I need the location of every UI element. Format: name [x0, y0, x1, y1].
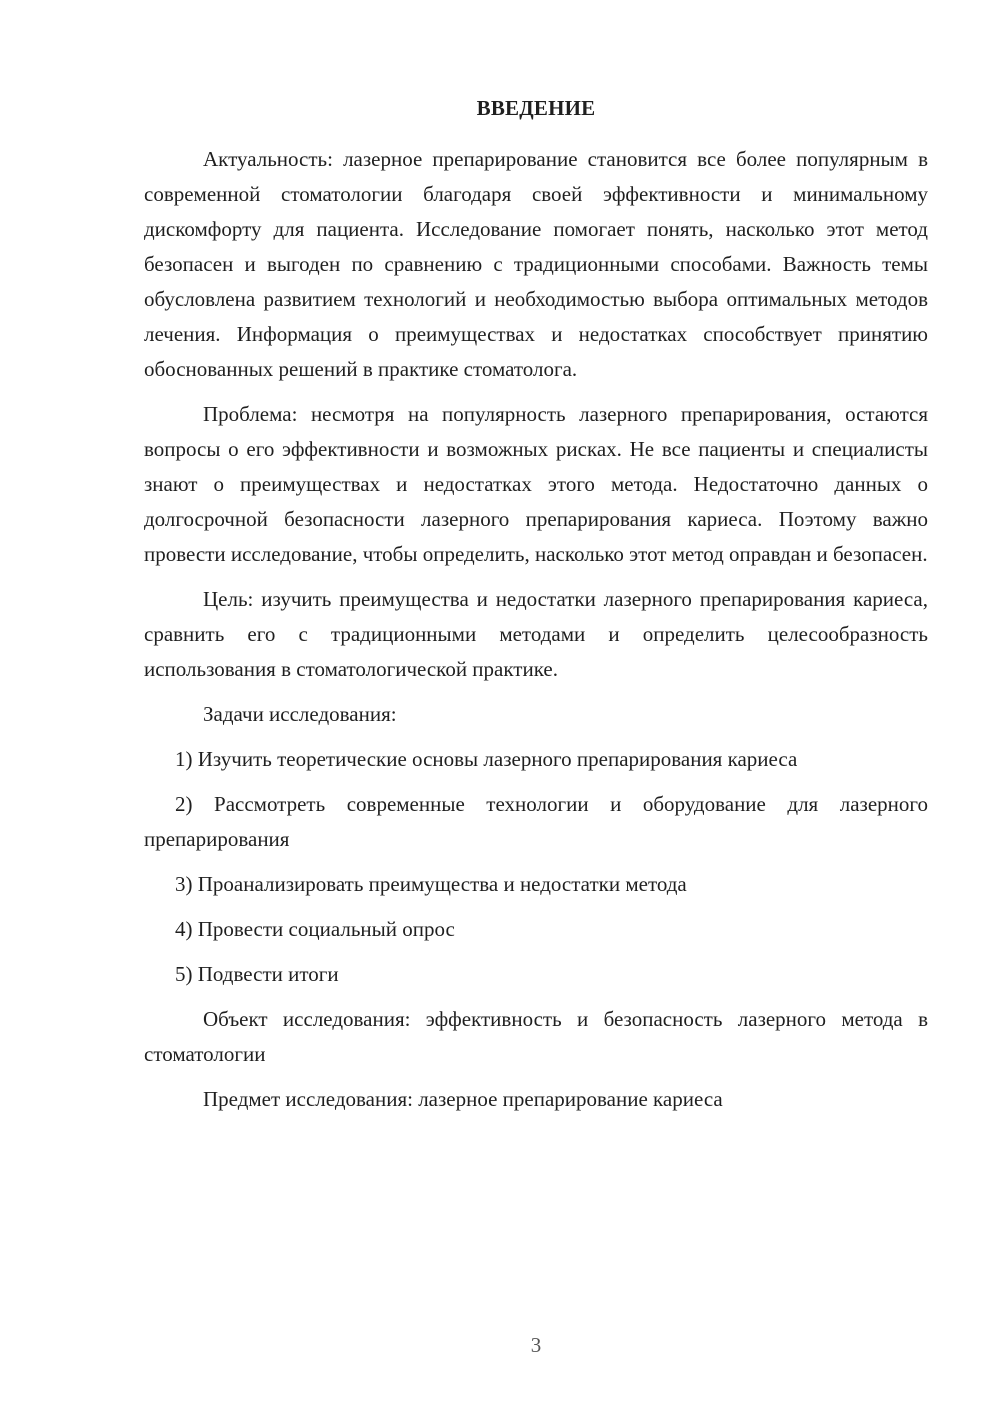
- task-item-1: 1) Изучить теоретические основы лазерного препарирования кариеса: [175, 747, 798, 771]
- task-item-2: 2) Рассмотреть современные технологии и оборудование для лазерного препарирования: [144, 792, 928, 851]
- paragraph-goal: Цель: изучить преимущества и недостатки лазерного препарирования кариеса, сравнить его с традиционными методами и определить целесообразность использования в стоматологической практике.: [144, 587, 928, 681]
- paragraph-problem: Проблема: несмотря на популярность лазерного препарирования, остаются вопросы о его эффективности и возможных рисках. Не все пациенты и специалисты знают о преимуществах и недостатках этого метода. Недостаточно данных о долгосрочной безопасности лазерного препарирования кариеса. Поэтому важно провести исследование, чтобы определить, насколько этот метод оправдан и безопасен.: [144, 402, 928, 566]
- page-number: 3: [530, 1333, 542, 1357]
- paragraph-subject: Предмет исследования: лазерное препарирование кариеса: [203, 1087, 723, 1111]
- paragraph-relevance: Актуальность: лазерное препарирование становится все более популярным в современной стоматологии благодаря своей эффективности и минимальному дискомфорту для пациента. Исследование помогает понять, насколько этот метод безопасен и выгоден по сравнению с традиционными способами. Важность темы обусловлена развитием технологий и необходимостью выбора оптимальных методов лечения. Информация о преимуществах и недостатках способствует принятию обоснованных решений в практике стоматолога.: [144, 147, 928, 381]
- paragraph-object: Объект исследования: эффективность и безопасность лазерного метода в стоматологии: [144, 1007, 928, 1066]
- task-item-5: 5) Подвести итоги: [175, 962, 339, 986]
- task-item-3: 3) Проанализировать преимущества и недостатки метода: [175, 872, 687, 896]
- body-text: [144, 142, 928, 1117]
- section-heading: ВВЕДЕНИЕ: [476, 96, 596, 120]
- tasks-title: Задачи исследования:: [203, 702, 397, 726]
- task-item-4: 4) Провести социальный опрос: [175, 917, 455, 941]
